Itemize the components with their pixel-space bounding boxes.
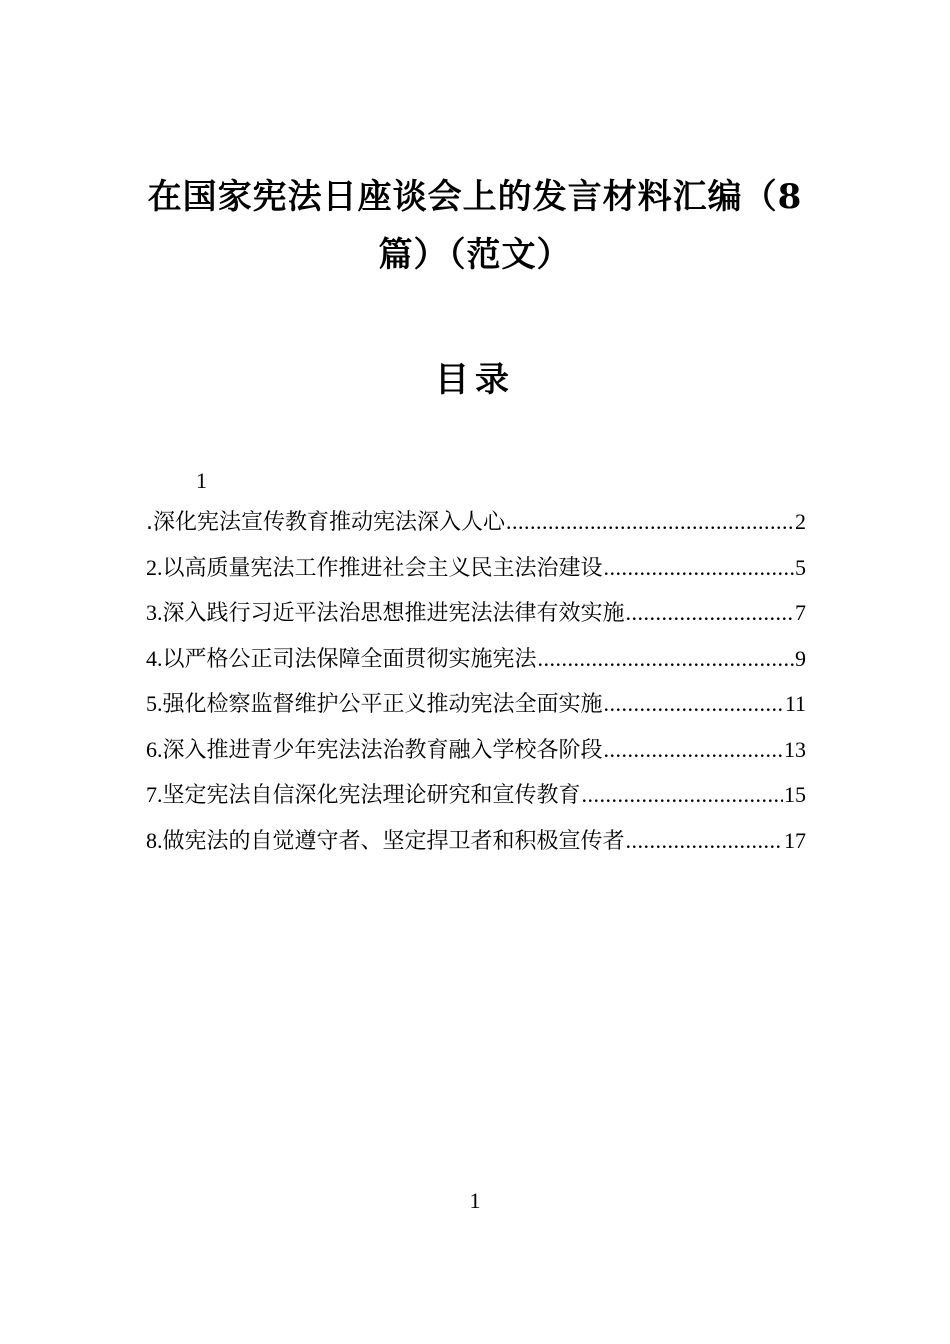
toc-heading: 目录 <box>435 360 515 400</box>
toc-entry-number: 6. <box>146 736 163 762</box>
toc-entry-title: 以严格公正司法保障全面贯彻实施宪法 <box>162 646 537 672</box>
toc-entry-3[interactable] <box>146 591 806 637</box>
page-number: 1 <box>469 1188 481 1213</box>
toc-dot-leader <box>604 546 794 591</box>
toc-entry-page: 7 <box>795 600 806 625</box>
toc-entry-page: 11 <box>784 691 806 716</box>
toc-entry-8[interactable] <box>146 819 806 865</box>
toc-entry-7[interactable] <box>146 773 806 819</box>
toc-entry-5[interactable] <box>146 682 806 728</box>
toc-entry-page: 15 <box>784 782 806 807</box>
toc-dot-leader <box>582 773 783 818</box>
toc-entry-page: 17 <box>784 827 806 853</box>
toc-entry-title: 坚定宪法自信深化宪法理论研究和宣传教育 <box>162 783 581 808</box>
toc-entry-page: 13 <box>784 736 806 762</box>
toc-entry-number: 7. <box>146 782 163 807</box>
title-line-2: 篇）（范文） <box>378 235 572 275</box>
toc-entry-title: 深入践行习近平法治思想推进宪法法律有效实施 <box>162 601 625 626</box>
toc-dot-leader <box>626 819 783 864</box>
toc-entry-number: 4. <box>146 645 163 671</box>
toc-entry-title: .深化宪法宣传教育推动宪法深入人心 <box>146 510 505 535</box>
toc-entry-2[interactable] <box>146 546 806 592</box>
toc-dot-leader <box>506 500 794 545</box>
toc-entry-number: 2. <box>146 554 163 580</box>
toc-entry-number: 8. <box>146 827 163 853</box>
toc-entry-page: 9 <box>795 645 806 671</box>
title-line-1: 在国家宪法日座谈会上的发言材料汇编（8 <box>147 177 803 217</box>
toc-entry-title: 以高质量宪法工作推进社会主义民主法治建设 <box>162 555 603 581</box>
toc-entry-page: 2 <box>795 509 806 534</box>
toc-entry-1[interactable] <box>146 500 806 546</box>
toc-dot-leader <box>604 728 783 773</box>
toc-entry-4[interactable] <box>146 637 806 683</box>
toc-entry-title: 做宪法的自觉遵守者、坚定捍卫者和积极宣传者 <box>162 828 625 854</box>
toc-entry-number: 3. <box>146 600 163 625</box>
toc-entry-title: 强化检察监督维护公平正义推动宪法全面实施 <box>162 692 603 717</box>
toc-entry-6[interactable] <box>146 728 806 774</box>
toc-dot-leader <box>626 591 794 636</box>
toc-first-number: 1 <box>196 468 207 493</box>
document-title <box>140 168 810 284</box>
table-of-contents <box>146 462 806 864</box>
toc-entry-title: 深入推进青少年宪法法治教育融入学校各阶段 <box>162 737 603 763</box>
toc-dot-leader <box>538 637 794 682</box>
toc-entry-page: 5 <box>795 554 806 580</box>
toc-entry-number: 5. <box>146 691 163 716</box>
toc-dot-leader <box>604 682 784 727</box>
